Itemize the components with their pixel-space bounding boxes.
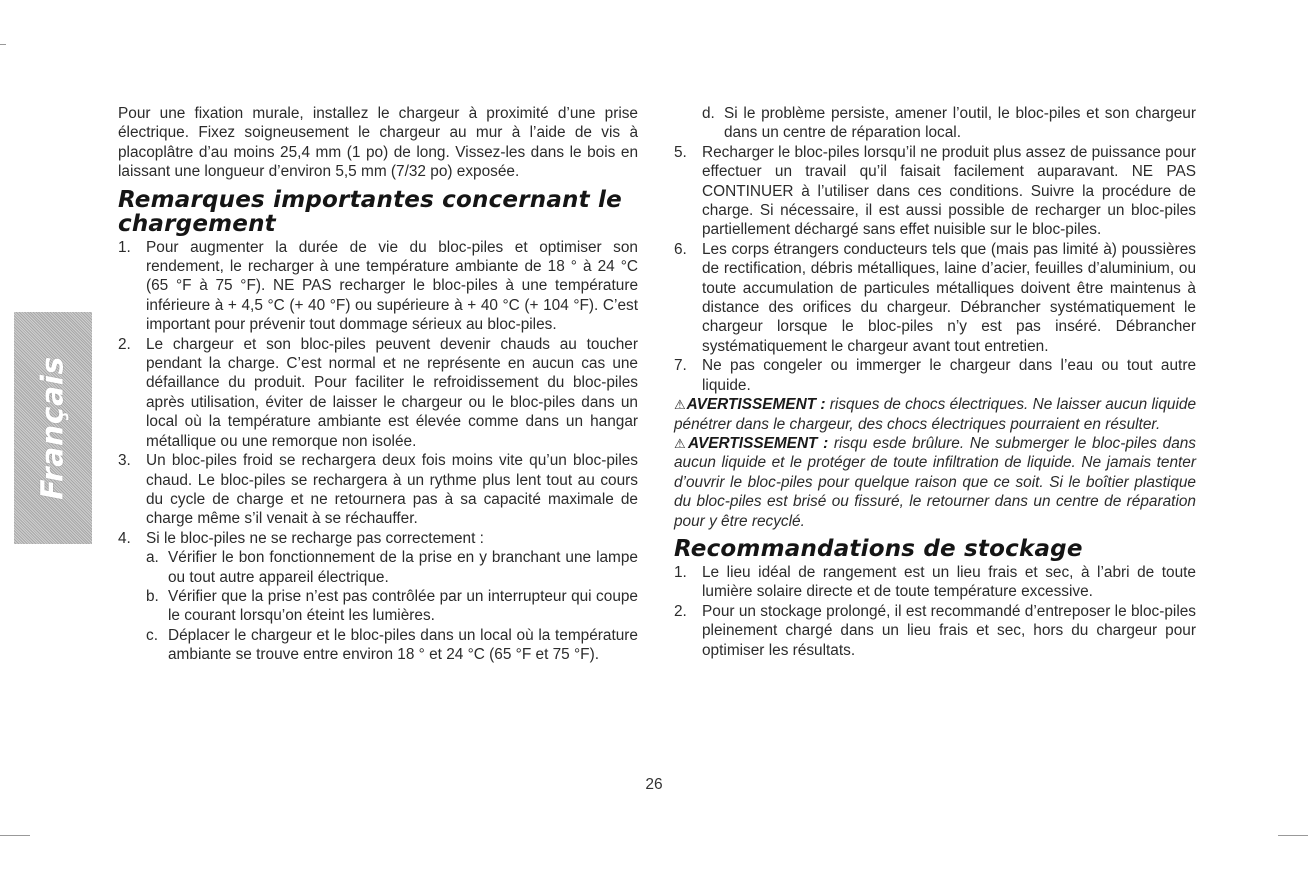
item-text: Pour augmenter la durée de vie du bloc-piles et optimiser son rendement, le recharger à une température ambiante de 18 ° à 24 °C (65 °F à 75 °F). NE PAS recharger le bloc-piles à une température inférieure à + 4,5 °C (+ 40 °F) ou supérieure à + 40 °C (+ 104 °F). C’est important pour prévenir tout dommage sérieux au bloc-piles. [146, 238, 638, 334]
item-text: Le lieu idéal de rangement est un lieu frais et sec, à l’abri de toute lumière solaire directe et de toute température excessive. [702, 563, 1196, 601]
storage-heading: Recommandations de stockage [674, 535, 1083, 562]
sublist-item [146, 548, 638, 587]
warning-text: risques de chocs électriques. Ne laisser aucun liquide pénétrer dans le chargeur, des chocs électriques pourraient en résulter. [674, 396, 1197, 433]
charging-notes-list [118, 238, 638, 549]
troubleshooting-sublist-continued [702, 104, 1196, 143]
sub-letter: c. [146, 626, 158, 644]
language-tab [14, 312, 92, 544]
item-text: Ne pas congeler ou immerger le chargeur dans l’eau ou tout autre liquide. [702, 357, 1196, 394]
list-item [674, 602, 1196, 660]
charging-notes-list-continued [674, 143, 1196, 395]
item-number: 6. [674, 240, 687, 258]
electric-shock-warning [674, 395, 1196, 434]
charging-notes-heading: Remarques importantes concernant le chargement [118, 186, 622, 237]
storage-list [674, 563, 1196, 660]
sublist-item [146, 587, 638, 626]
page-number: 26 [645, 776, 663, 793]
item-number: 3. [118, 452, 131, 470]
item-text: Le chargeur et son bloc-piles peuvent devenir chauds au toucher pendant la charge. C’est normal et ne représente en aucun cas une défaillance du produit. Pour faciliter le refroidissement du bloc-piles après utilisation, éviter de laisser le chargeur ou le bloc-piles dans un local où la température ambiante est élevée comme dans un hangar métallique ou une remorque non isolée. [146, 335, 638, 450]
crop-mark-top [0, 44, 6, 45]
item-number: 7. [674, 357, 687, 375]
sublist-item [702, 104, 1196, 143]
item-text: Les corps étrangers conducteurs tels que (mais pas limité à) poussières de rectification, débris métalliques, laine d’acier, feuilles d’aluminium, ou toute accumulation de particules métalliques doivent être maintenus à distance des orifices du chargeur. Débrancher systématiquement le chargeur lorsque le bloc-piles n’y est pas inséré. Débrancher systématiquement le chargeur avant tout entretien. [702, 240, 1196, 355]
warning-icon: ⚠ [674, 397, 686, 413]
item-text: Un bloc-piles froid se rechargera deux fois moins vite qu’un bloc-piles chaud. Le bloc-piles se rechargera à un rythme plus lent tout au cours du cycle de charge et ne retournera pas à sa capacité maximale de charge même s’il venait à se réchauffer. [146, 452, 638, 528]
item-text: Recharger le bloc-piles lorsqu’il ne produit plus assez de puissance pour effectuer un travail qu’il faisait facilement auparavant. NE PAS CONTINUER à l’utiliser dans ces conditions. Suivre la procédure de charge. Si nécessaire, il est aussi possible de recharger un bloc-piles partiellement déchargé sans effet nuisible sur le bloc-piles. [702, 143, 1196, 239]
left-column [118, 104, 638, 665]
warning-icon: ⚠ [674, 435, 688, 451]
item-number: 4. [118, 529, 131, 547]
item-number: 2. [674, 602, 687, 620]
item-number: 2. [118, 335, 131, 353]
troubleshooting-sublist [146, 548, 638, 664]
warning-text: risqu esde brûlure. Ne submerger le bloc-piles dans aucun liquide et le protéger de toute infiltration de liquide. Ne jamais tenter d’ouvrir le bloc-piles pour quelque raison que ce soit. Si le boîtier plastique du bloc-piles est brisé ou fissuré, le retourner dans un centre de réparation pour y être recyclé. [674, 434, 1197, 530]
crop-mark-right [1278, 835, 1308, 836]
sub-text: Vérifier le bon fonctionnement de la prise en y branchant une lampe ou tout autre appareil électrique. [168, 549, 638, 586]
item-number: 1. [118, 238, 131, 256]
sub-letter: b. [146, 587, 159, 605]
list-item [674, 240, 1196, 356]
list-item [674, 356, 1196, 395]
sub-text: Déplacer le chargeur et le bloc-piles dans un local où la température ambiante se trouve entre environ 18 ° et 24 °C (65 °F et 75 °F). [168, 626, 638, 664]
sub-text: Vérifier que la prise n’est pas contrôlée par un interrupteur qui coupe le courant lorsqu’on éteint les lumières. [168, 587, 638, 625]
item-number: 5. [674, 143, 687, 161]
warning-label: AVERTISSEMENT : [688, 434, 829, 452]
item-text: Si le bloc-piles ne se recharge pas correctement : [146, 529, 484, 547]
warning-label: AVERTISSEMENT : [686, 396, 826, 414]
list-item [118, 451, 638, 529]
item-number: 1. [674, 563, 687, 581]
burn-warning [674, 434, 1196, 531]
list-item [118, 238, 638, 335]
list-item [118, 529, 638, 548]
sublist-item [146, 626, 638, 665]
crop-mark-left [0, 835, 30, 836]
sub-text: Si le problème persiste, amener l’outil, le bloc-piles et son chargeur dans un centre de réparation local. [724, 105, 1196, 142]
list-item [674, 143, 1196, 240]
sub-letter: a. [146, 549, 159, 567]
language-tab-label: Français [35, 356, 71, 500]
wall-mount-paragraph: Pour une fixation murale, installez le chargeur à proximité d’une prise électrique. Fixez soigneusement le chargeur au mur à l’aide de vis à placoplâtre d’au moins 25,4 mm (1 po) de long. Vissez-les dans le bois en laissant une longueur d’environ 5,5 mm (7/32 po) exposée. [118, 105, 638, 181]
sub-letter: d. [702, 105, 715, 122]
item-text: Pour un stockage prolongé, il est recommandé d’entreposer le bloc-piles pleinement chargé dans un lieu frais et sec, hors du chargeur pour optimiser les résultats. [702, 602, 1196, 659]
list-item [674, 563, 1196, 602]
list-item [118, 335, 638, 451]
right-column [674, 104, 1196, 660]
